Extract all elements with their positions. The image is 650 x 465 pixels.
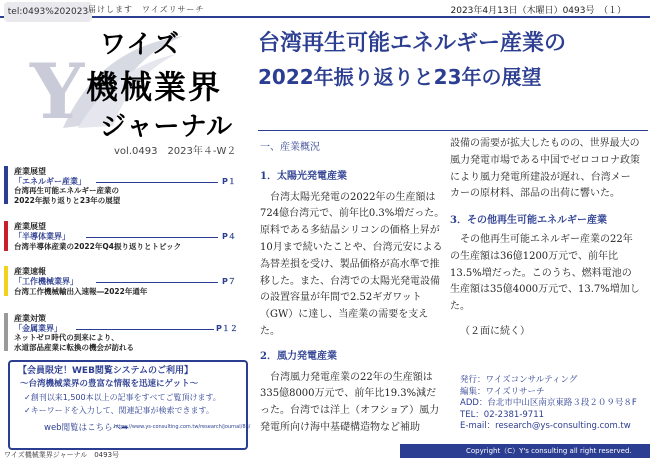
toc-desc: ネットゼロ時代の到来により、 水道部品産業に転換の機会が訪れる	[14, 333, 134, 352]
promo-bullet: ✓キーワードを入力して、関連記事が検索できます。	[24, 406, 214, 415]
promo-link[interactable]: web閲覧はこちらへ➡	[44, 423, 129, 433]
toc-title: 「金属業界」	[14, 324, 62, 333]
masthead-line1: ワイズ	[100, 30, 180, 60]
toc-leader	[96, 282, 218, 283]
tel-badge[interactable]: tel:0493%202023	[4, 2, 92, 22]
subheading-other: 3．その他再生可能エネルギー産業	[450, 215, 607, 227]
toc-category: 産業対策	[14, 314, 46, 323]
toc-page: P１２	[216, 324, 238, 333]
section-heading: 一、産業概況	[260, 142, 320, 153]
paragraph-wind: 台湾風力発電産業の22年の生産額は335億8000万元で、前年比19.3%減だった。台湾では洋上（オフショア）風力発電所向け海中基礎構造物など補助	[260, 371, 440, 433]
toc-leader	[96, 182, 218, 183]
toc-leader	[76, 329, 214, 330]
headline-divider	[258, 130, 648, 131]
masthead-line3: ジャーナル	[100, 112, 234, 142]
subheading-solar: 1．太陽光発電産業	[260, 170, 347, 182]
issue-date: 2023年4月13日（木曜日）0493号 （１）	[450, 6, 626, 16]
volume-label: vol.0493 2023年４-W２	[114, 146, 237, 157]
promo-title: 【会員限定！WEB閲覧システムのご利用】	[18, 366, 194, 376]
article-column-2	[450, 136, 640, 341]
continued-note: （２面に続く）	[460, 325, 530, 337]
editor-line: 編集：ワイズリサーチ	[460, 386, 545, 397]
copyright: Copyright（C）Y's consulting all right reserved.	[466, 447, 632, 455]
promo-subtitle: ～台湾機械業界の豊富な情報を迅速にゲット～	[20, 379, 199, 389]
toc-color-bar	[4, 313, 8, 351]
tagline: 届けします ワイズリサーチ	[88, 5, 205, 14]
toc-desc: 台湾再生可能エネルギー産業の 2022年振り返りと23年の展望	[14, 186, 121, 205]
top-rule	[0, 16, 650, 18]
toc-color-bar	[4, 266, 8, 296]
paragraph-solar: 台湾太陽光発電の2022年の生産額は724億台湾元で、前年比0.3%増だった。原料である多結晶シリコンの価格上昇が10月まで続いたことや、台湾元安による為替差損を受け、製品価格が高水準で推移した。また、台湾での太陽光発電設備の設置容量が年間で2.52ギガワット（GW）に達し、当産業の需要を支えた。	[260, 191, 445, 337]
toc-color-bar	[4, 166, 8, 204]
subheading-wind: 2．風力発電産業	[260, 350, 337, 362]
toc-title: 「工作機械業界」	[14, 277, 78, 286]
toc-page: P４	[222, 232, 236, 241]
headline-line1: 台湾再生可能エネルギー産業の	[258, 31, 567, 56]
toc-desc: 台湾半導体産業の2022年Q4振り返りとトピック	[14, 242, 182, 251]
article-column-1	[260, 140, 446, 437]
publisher-line: 発行：ワイズコンサルティング	[460, 375, 578, 385]
toc-page: P７	[222, 277, 236, 286]
address-line: ADD：台北市中山区南京東路３段２０９号８F	[460, 398, 637, 408]
headline-line2: 2022年振り返りと23年の展望	[258, 65, 542, 89]
email-line[interactable]: E-mail：research@ys-consulting.com.tw	[460, 421, 631, 431]
promo-bullet: ✓創刊以来1,500本以上の記事をすべてご覧頂けます。	[24, 393, 221, 402]
publisher-info	[460, 375, 646, 433]
logo-letter: Y	[30, 47, 85, 136]
toc-leader	[86, 237, 218, 238]
toc-category: 産業展望	[14, 222, 46, 231]
paragraph-other: その他再生可能エネルギー産業の22年の生産額は36億1200万元で、前年比13.5%増だった。このうち、燃料電池の生産額は35億4000万元で、13.7%増加した。	[450, 233, 640, 313]
toc-category: 産業速報	[14, 267, 46, 276]
toc-desc: 台湾工作機械輸出入速報―2022年通年	[14, 287, 148, 296]
footer-title: ワイズ機械業界ジャーナル 0493号	[4, 451, 120, 459]
toc-page: P１	[222, 177, 236, 186]
toc-color-bar	[4, 221, 8, 251]
promo-url[interactable]: https://www.ys-consulting.com.tw/research/journal/88/	[114, 424, 251, 430]
toc-title: 「半導体業界」	[14, 232, 70, 241]
toc-category: 産業展望	[14, 167, 46, 176]
tel-line: TEL：02-2381-9711	[460, 409, 545, 420]
paragraph-wind-cont: 設備の需要が拡大したものの、世界最大の風力発電市場である中国でゼロコロナ政策により風力発電所建設が遅れ、台湾メーカーの原材料、部品の出荷に響いた。	[450, 138, 640, 200]
toc-title: 「エネルギー産業」	[14, 177, 86, 186]
masthead-line2: 機械業界	[86, 68, 223, 106]
